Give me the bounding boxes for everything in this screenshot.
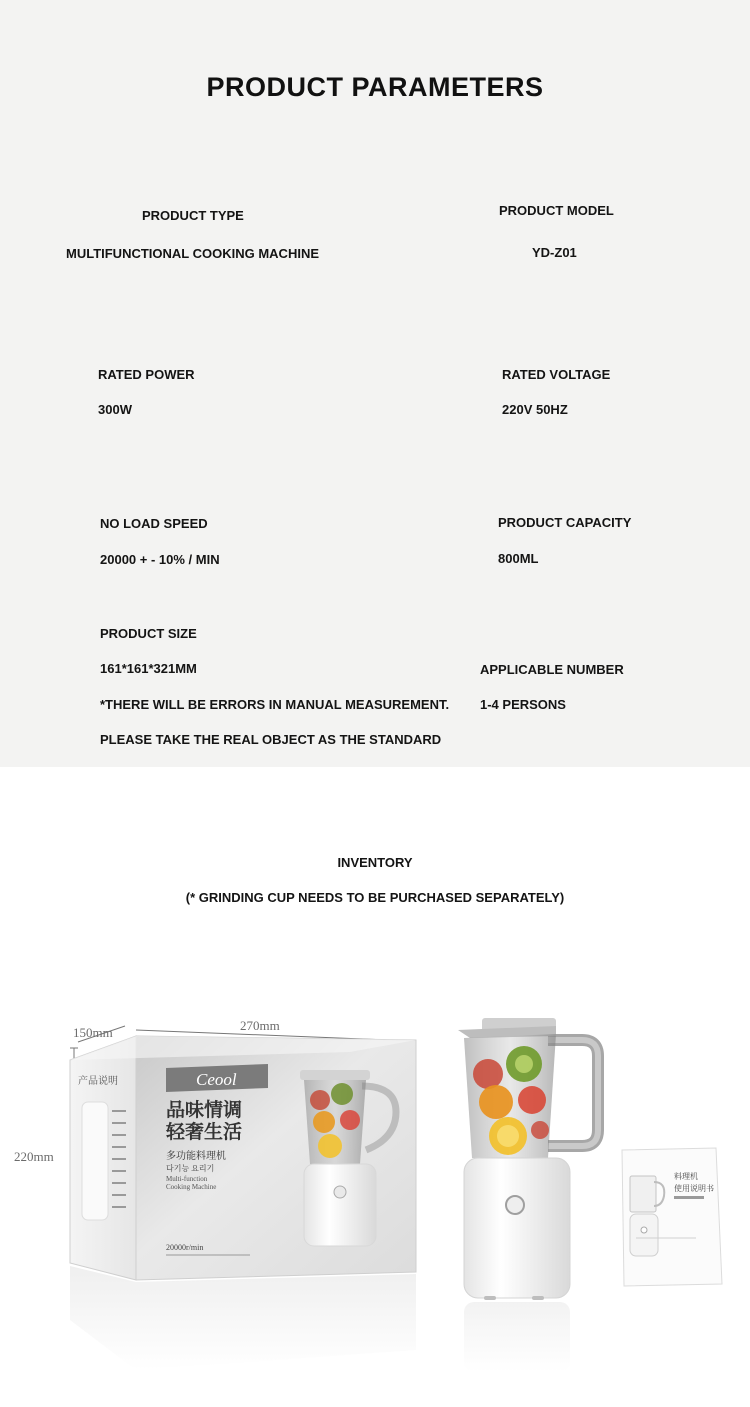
product-name-en-2: Cooking Machine — [166, 1183, 217, 1191]
blender-product — [458, 1018, 598, 1372]
rated-power-label: RATED POWER — [98, 367, 195, 382]
width-dimension-label: 270mm — [240, 1018, 280, 1033]
size-note-1: *THERE WILL BE ERRORS IN MANUAL MEASUREMENT. — [100, 697, 450, 712]
applicable-label: APPLICABLE NUMBER — [480, 662, 624, 677]
product-model-value: YD-Z01 — [532, 245, 577, 260]
height-dimension-label: 220mm — [14, 1149, 54, 1164]
rated-voltage-value: 220V 50HZ — [502, 402, 568, 417]
rated-voltage-label: RATED VOLTAGE — [502, 367, 611, 382]
product-name-en-1: Multi-function — [166, 1175, 208, 1183]
size-label: PRODUCT SIZE — [100, 626, 197, 641]
manual-title-1: 料理机 — [674, 1172, 698, 1181]
product-box — [70, 1036, 416, 1370]
brand-logo: Ceool — [196, 1070, 237, 1089]
page-title: PRODUCT PARAMETERS — [206, 72, 544, 102]
capacity-value: 800ML — [498, 551, 539, 566]
size-value: 161*161*321MM — [100, 661, 197, 676]
slogan-line-1: 品味情调 — [166, 1100, 243, 1121]
inventory-title: INVENTORY — [337, 855, 413, 870]
product-model-label: PRODUCT MODEL — [499, 203, 614, 218]
no-load-speed-value: 20000 + - 10% / MIN — [100, 552, 220, 567]
inventory-note: (* GRINDING CUP NEEDS TO BE PURCHASED SEPARATELY) — [185, 890, 565, 905]
inventory-image — [0, 990, 750, 1402]
product-type-label: PRODUCT TYPE — [142, 208, 244, 223]
size-note-2: PLEASE TAKE THE REAL OBJECT AS THE STANDARD — [100, 732, 442, 747]
inventory-illustration — [0, 990, 750, 1402]
manual-title-2: 使用说明书 — [674, 1184, 714, 1193]
instruction-manual — [622, 1148, 722, 1286]
no-load-speed-label: NO LOAD SPEED — [100, 516, 208, 531]
product-type-value: MULTIFUNCTIONAL COOKING MACHINE — [66, 246, 319, 261]
rated-power-value: 300W — [98, 402, 132, 417]
depth-dimension-label: 150mm — [73, 1025, 113, 1040]
capacity-label: PRODUCT CAPACITY — [498, 515, 632, 530]
product-name-kr: 다기능 요리기 — [166, 1164, 215, 1173]
box-side-title: 产品说明 — [78, 1076, 118, 1087]
product-name-cn: 多功能料理机 — [166, 1151, 226, 1162]
box-speed-label: 20000r/min — [166, 1243, 204, 1252]
box-side-blender — [82, 1102, 108, 1220]
applicable-value: 1-4 PERSONS — [480, 697, 566, 712]
slogan-line-2: 轻奢生活 — [166, 1122, 243, 1143]
